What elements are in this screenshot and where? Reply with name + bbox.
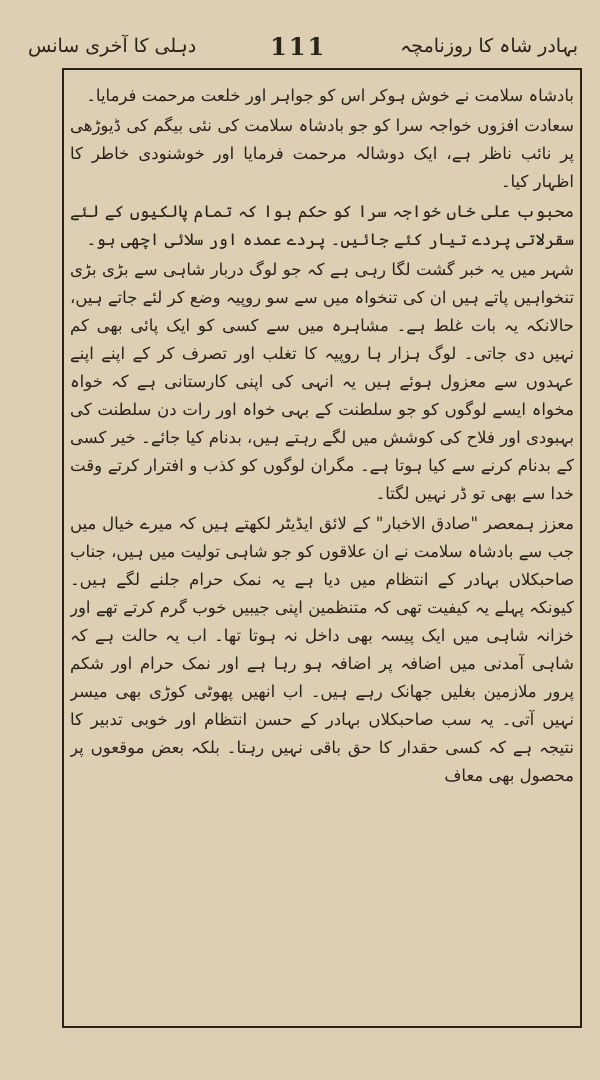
paragraph: معزز ہمعصر "صادق الاخبار" کے لائق ایڈیٹر لکھتے ہیں کہ میرے خیال میں جب سے بادشاہ سلامت نے ان علاقوں کو جو شاہی تولیت میں ہیں، جناب صاحبکلاں بہادر کے انتظام میں دیا ہے یہ نمک حرام جلنے لگے ہیں۔ کیونکہ پہلے یہ کیفیت تھی کہ متنظمین اپنی جیبیں خوب گرم کرتے تھے اور خزانہ شاہی میں ایک پیسہ بھی داخل نہ ہوتا تھا۔ اب یہ حالت ہے کہ شاہی آمدنی میں اضافہ پر اضافہ ہو رہا ہے اور نمک حرام اور شکم پرور ملازمین بغلیں جھانک رہے ہیں۔ اب انھیں پھوٹی کوڑی بھی میسر نہیں آتی۔ یہ سب صاحبکلاں بہادر کے حسن انتظام اور خوبی تدبیر کا نتیجہ ہے کہ کسی حقدار کا حق باقی نہیں رہتا۔ بلکہ بعض موقعوں پر محصول بھی معاف (70, 514, 574, 785)
page-body-text (70, 82, 574, 1022)
paragraph: محبوب علی خاں خواجہ سرا کو حکم ہوا کہ تمام پالکیوں کے لئے سقرلاتی پردے تیار کئے جائیں۔ پردے عمدہ اور سلائی اچھی ہو۔ (70, 202, 574, 249)
paragraph: شہر میں یہ خبر گشت لگا رہی ہے کہ جو لوگ دربار شاہی سے بڑی بڑی تنخواہیں پاتے ہیں ان کی تنخواہ میں سے سو روپیہ وضع کر لئے جاتے ہیں، حالانکہ یہ بات غلط ہے۔ مشاہرہ میں سے کسی کو ایک پائی بھی کم نہیں دی جاتی۔ لوگ ہزار ہا روپیہ کا تغلب اور تصرف کر کے اپنے اپنے عہدوں سے معزول ہوئے ہیں یہ انہی کی اپنی کارستانی ہے کہ خواہ مخواہ ایسے لوگوں کو جو سلطنت کے بہی خواہ اور رات دن سلطنت کی بہبودی اور فلاح کی کوشش میں لگے رہتے ہیں، بدنام کیا جائے۔ خیر کسی کے بدنام کرنے سے کیا ہوتا ہے۔ مگران لوگوں کو کذب و افترار کرتے وقت خدا سے بھی تو ڈر نہیں لگتا۔ (70, 260, 574, 503)
paragraph: بادشاہ سلامت نے خوش ہوکر اس کو جواہر اور خلعت مرحمت فرمایا۔ (86, 86, 574, 105)
paragraph: سعادت افزوں خواجہ سرا کو جو بادشاہ سلامت کی نئی بیگم کی ڈیوڑھی پر نائب ناظر ہے، ایک دوشالہ مرحمت فرمایا اور خوشنودی خاطر کا اظہار کیا۔ (70, 116, 574, 191)
page-number: 111 (270, 31, 327, 61)
header-chapter-title: دہلی کا آخری سانس (28, 35, 197, 57)
running-header (28, 26, 578, 66)
header-book-title: بہادر شاہ کا روزنامچہ (400, 35, 578, 57)
